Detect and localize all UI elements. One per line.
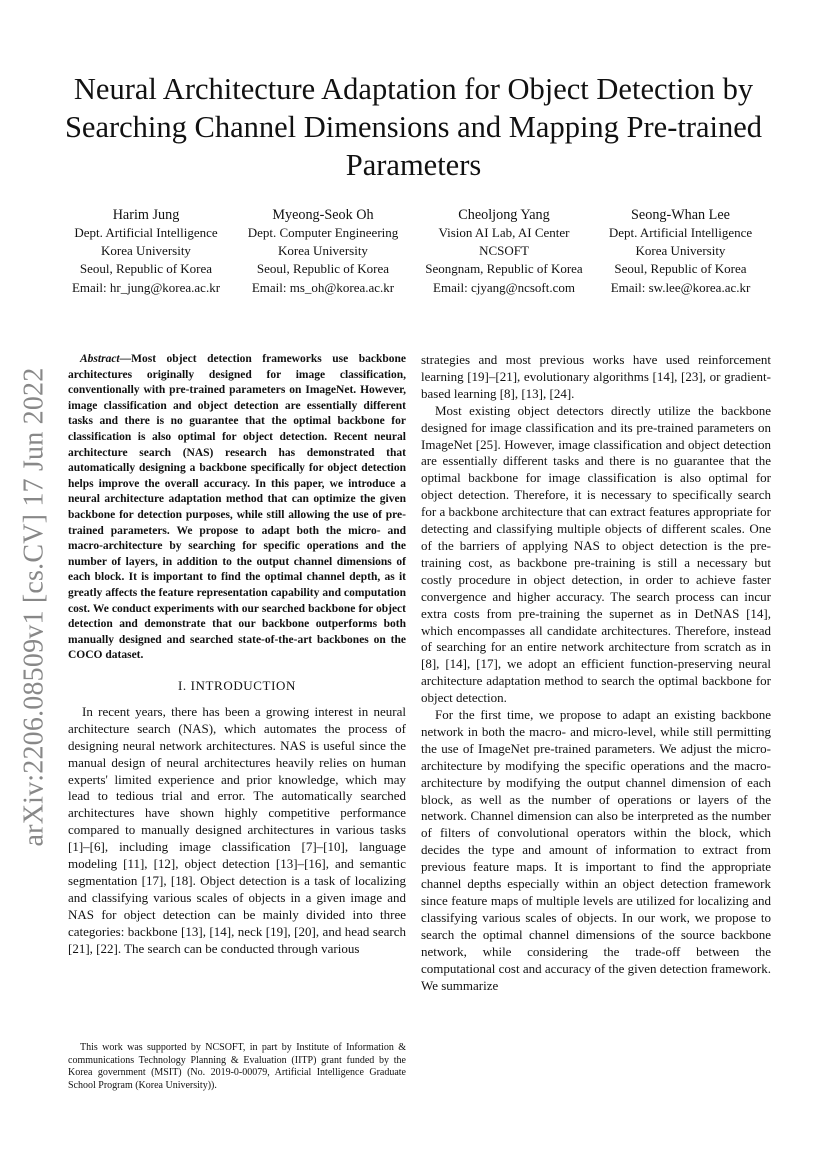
author-name: Myeong-Seok Oh bbox=[272, 207, 374, 223]
section-heading-introduction: I. INTRODUCTION bbox=[177, 677, 297, 693]
abstract bbox=[68, 352, 406, 664]
author-org: Korea University bbox=[635, 243, 726, 259]
author-email: Email: ms_oh@korea.ac.kr bbox=[251, 279, 395, 295]
author-email: Email: cjyang@ncsoft.com bbox=[433, 279, 575, 295]
abstract-text: —Most object detection frameworks use backbone architectures originally designed for image classification, conventionally with pre-trained parameters on ImageNet. However, image classification and object detection are essentially different tasks and there is no guarantee that the optimal backbone for classification is also optimal for object detection. Recent neural architecture search (NAS) research has demonstrated that automatically designing a backbone specifically for object detection helps improve the overall accuracy. In this paper, we introduce a neural architecture adaptation method that can optimize the given backbone for detection purposes, while still allowing the use of pre-trained parameters. We propose to adapt both the micro- and macro-architecture by searching for specific operations and the number of layers, in addition to the output channel dimensions of each block. It is important to find the optimal channel depth, as it greatly affects the feature representation capability and computation cost. We conduct experiments with our searched backbone for object detection and demonstrate that our backbone outperforms both manually designed and searched state-of-the-art backbones on the COCO dataset. bbox=[68, 353, 406, 662]
author-location: Seongnam, Republic of Korea bbox=[425, 261, 583, 277]
author-1 bbox=[60, 206, 232, 297]
author-location: Seoul, Republic of Korea bbox=[256, 261, 390, 277]
author-2 bbox=[232, 206, 414, 297]
body-paragraph: strategies and most previous works have used reinforcement learning [19]–[21], evolutionary algorithms [14], [23], or gradient-based learning [8], [13], [24]. bbox=[421, 352, 771, 401]
author-block bbox=[60, 206, 767, 296]
author-name: Seong-Whan Lee bbox=[631, 207, 730, 223]
author-4 bbox=[594, 206, 767, 297]
arxiv-identifier: arXiv:2206.08509v1 [cs.CV] 17 Jun 2022 bbox=[18, 367, 49, 847]
body-paragraph: For the first time, we propose to adapt an existing backbone network in both the macro- and micro-level, while still permitting the use of ImageNet pre-trained parameters. We adjust the micro-architecture by modifying the specific operations and the macro-architecture by modifying the output channel dimension of each block, as well as the number of operations or layers of the network. Channel dimension can also be interpreted as the number of filters of convolutional operators within the block, which decides the type and amount of information to extract from previous feature maps. It is important to find the appropriate channel depths especially within an object detection framework since feature maps of multiple levels are utilized for localizing and classifying various scales of objects. In our work, we propose to search the optimal channel dimensions of the source backbone network, while considering the trade-off between the computational cost and accuracy of the given detection framework. We summarize bbox=[421, 707, 771, 993]
author-email: Email: sw.lee@korea.ac.kr bbox=[610, 279, 751, 295]
author-org: Korea University bbox=[101, 243, 191, 259]
author-org: NCSOFT bbox=[479, 243, 529, 259]
author-name: Cheoljong Yang bbox=[458, 207, 550, 223]
left-column bbox=[68, 352, 406, 957]
author-location: Seoul, Republic of Korea bbox=[79, 261, 213, 277]
author-dept: Dept. Computer Engineering bbox=[247, 225, 399, 240]
right-column bbox=[421, 352, 771, 994]
body-paragraph: Most existing object detectors directly utilize the backbone designed for image classification and its pre-trained parameters on ImageNet [25]. However, image classification and object detection are essentially different tasks and there is no guarantee that the optimal backbone for image classification is also optimal for object detection. Therefore, it is necessary to specifically search for a backbone architecture that can extract features appropriate for detecting and classifying multiple objects of different scales. One of the barriers of applying NAS to object detection is the pre-training cost, as backbone pre-training is still a necessary but costly procedure in object detection, in order to achieve faster convergence and higher accuracy. The search process can incur extra costs from pre-training the supernet as in DetNAS [14], which encompasses all candidate architectures. Therefore, instead of searching for an entire network architecture from scratch as in [8], [14], [17], we adopt an efficient function-preserving neural architecture adaptation method to search the optimal backbone for object detection. bbox=[421, 402, 771, 706]
footnote-text: This work was supported by NCSOFT, in part by Institute of Information & communications Technology Planning & Evaluation (IITP) grant funded by the Korea government (MSIT) (No. 2019-0-00079, Artificial Intelligence Graduate School Program (Korea University)). bbox=[68, 1042, 406, 1091]
author-dept: Dept. Artificial Intelligence bbox=[608, 225, 753, 240]
abstract-label: Abstract bbox=[80, 353, 120, 365]
footnote-block bbox=[68, 1042, 406, 1092]
author-3 bbox=[414, 206, 594, 297]
author-org: Korea University bbox=[278, 243, 368, 259]
body-paragraph: In recent years, there has been a growing interest in neural architecture search (NAS), which automates the process of designing neural network architectures. NAS is useful since the manual design of neural architectures heavily relies on human experts' limited experience and prior knowledge, which may lead to tedious trial and error. The automatically searched architectures have shown highly competitive performance compared to manually designed architectures in various tasks [1]–[6], including image classification [7]–[10], language modeling [11], [12], object detection [13]–[16], and semantic segmentation [17], [18]. Object detection is a task of localizing and classifying various scales of objects in a given image and NAS for object detection can be mainly divided into three categories: backbone [13], [14], neck [19], [20], and head search [21], [22]. The search can be conducted through various bbox=[68, 703, 406, 956]
author-dept: Dept. Artificial Intelligence bbox=[74, 225, 218, 240]
author-email: Email: hr_jung@korea.ac.kr bbox=[71, 279, 221, 295]
author-location: Seoul, Republic of Korea bbox=[614, 261, 747, 277]
arxiv-sidebar bbox=[17, 367, 51, 847]
author-name: Harim Jung bbox=[112, 207, 180, 223]
paper-title: Neural Architecture Adaptation for Object Detection by Searching Channel Dimensions and Mapping Pre-trained Parameters bbox=[64, 72, 763, 182]
author-dept: Vision AI Lab, AI Center bbox=[438, 225, 570, 240]
